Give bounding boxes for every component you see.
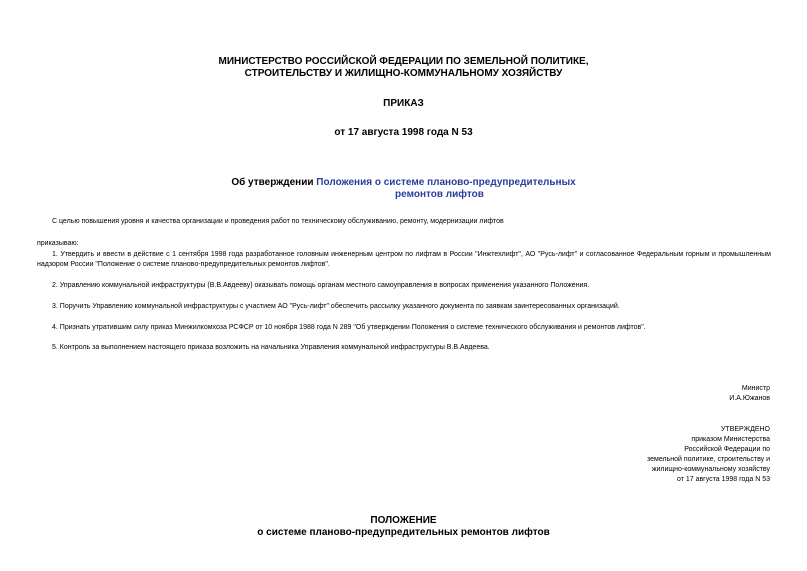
regulation-link-continued[interactable] (323, 189, 484, 200)
document-subject (0, 177, 807, 201)
document-date: от 17 августа 1998 года N 53 (334, 127, 473, 138)
order-item-4: 4. Признать утратившим силу приказ Минжилкомхоза РСФСР от 10 ноября 1988 года N 289 "Об утверждении Положения о системе технического обслуживания и ремонтов лифтов". (52, 324, 646, 331)
order-item-2: 2. Управлению коммунальной инфраструктуры (В.В.Авдееву) оказывать помощь органам местного самоуправления в вопросах применения указанного Положения. (52, 282, 590, 289)
signature-block (729, 384, 770, 404)
ministry-line-1: МИНИСТЕРСТВО РОССИЙСКОЙ ФЕДЕРАЦИИ ПО ЗЕМЕЛЬНОЙ ПОЛИТИКЕ, (218, 56, 589, 67)
approval-line-5: от 17 августа 1998 года N 53 (676, 476, 770, 483)
approval-line-4: жилищно-коммунальному хозяйству (651, 466, 770, 473)
regulation-heading (0, 515, 807, 539)
approval-block (647, 425, 770, 485)
regulation-link[interactable] (316, 177, 575, 188)
signature-name: И.А.Южанов (729, 395, 770, 402)
ministry-line-2: СТРОИТЕЛЬСТВУ И ЖИЛИЩНО-КОММУНАЛЬНОМУ ХОЗЯЙСТВУ (244, 68, 563, 79)
approval-line-3: земельной политике, строительству и (647, 456, 770, 463)
approval-line-2: Российской Федерации по (684, 446, 770, 453)
regulation-subtitle: о системе планово-предупредительных ремонтов лифтов (257, 527, 550, 538)
orders-word: приказываю: (37, 240, 79, 247)
approval-line-1: приказом Министерства (691, 436, 770, 443)
signature-title: Министр (741, 385, 770, 392)
order-item-1: 1. Утвердить и ввести в действие с 1 сентября 1998 года разработанное головным инженерным центром по лифтам в России "Инжтехлифт", АО "Русь-лифт" и согласованное Федеральным горным и промышленным надзором России "Положение о системе планово-предупредительных ремонтов лифтов". (37, 251, 771, 268)
document-type: ПРИКАЗ (383, 98, 424, 109)
subject-link-line-1: Положения о системе планово-предупредительных (316, 177, 576, 188)
regulation-title: ПОЛОЖЕНИЕ (370, 515, 437, 526)
subject-link-line-2: ремонтов лифтов (395, 189, 484, 200)
preamble: С целью повышения уровня и качества организации и проведения работ по техническому обслуживанию, ремонту, модернизации лифтов (52, 218, 504, 225)
order-item-3: 3. Поручить Управлению коммунальной инфраструктуры с участием АО "Русь-лифт" обеспечить рассылку указанного документа по заявкам заинтересованных организаций. (52, 303, 620, 310)
order-item-5: 5. Контроль за выполнением настоящего приказа возложить на начальника Управления коммунальной инфраструктуры В.В.Авдеева. (52, 344, 490, 351)
ministry-header (0, 56, 807, 80)
subject-prefix: Об утверждении (231, 177, 317, 188)
approval-word: УТВЕРЖДЕНО (720, 426, 770, 433)
